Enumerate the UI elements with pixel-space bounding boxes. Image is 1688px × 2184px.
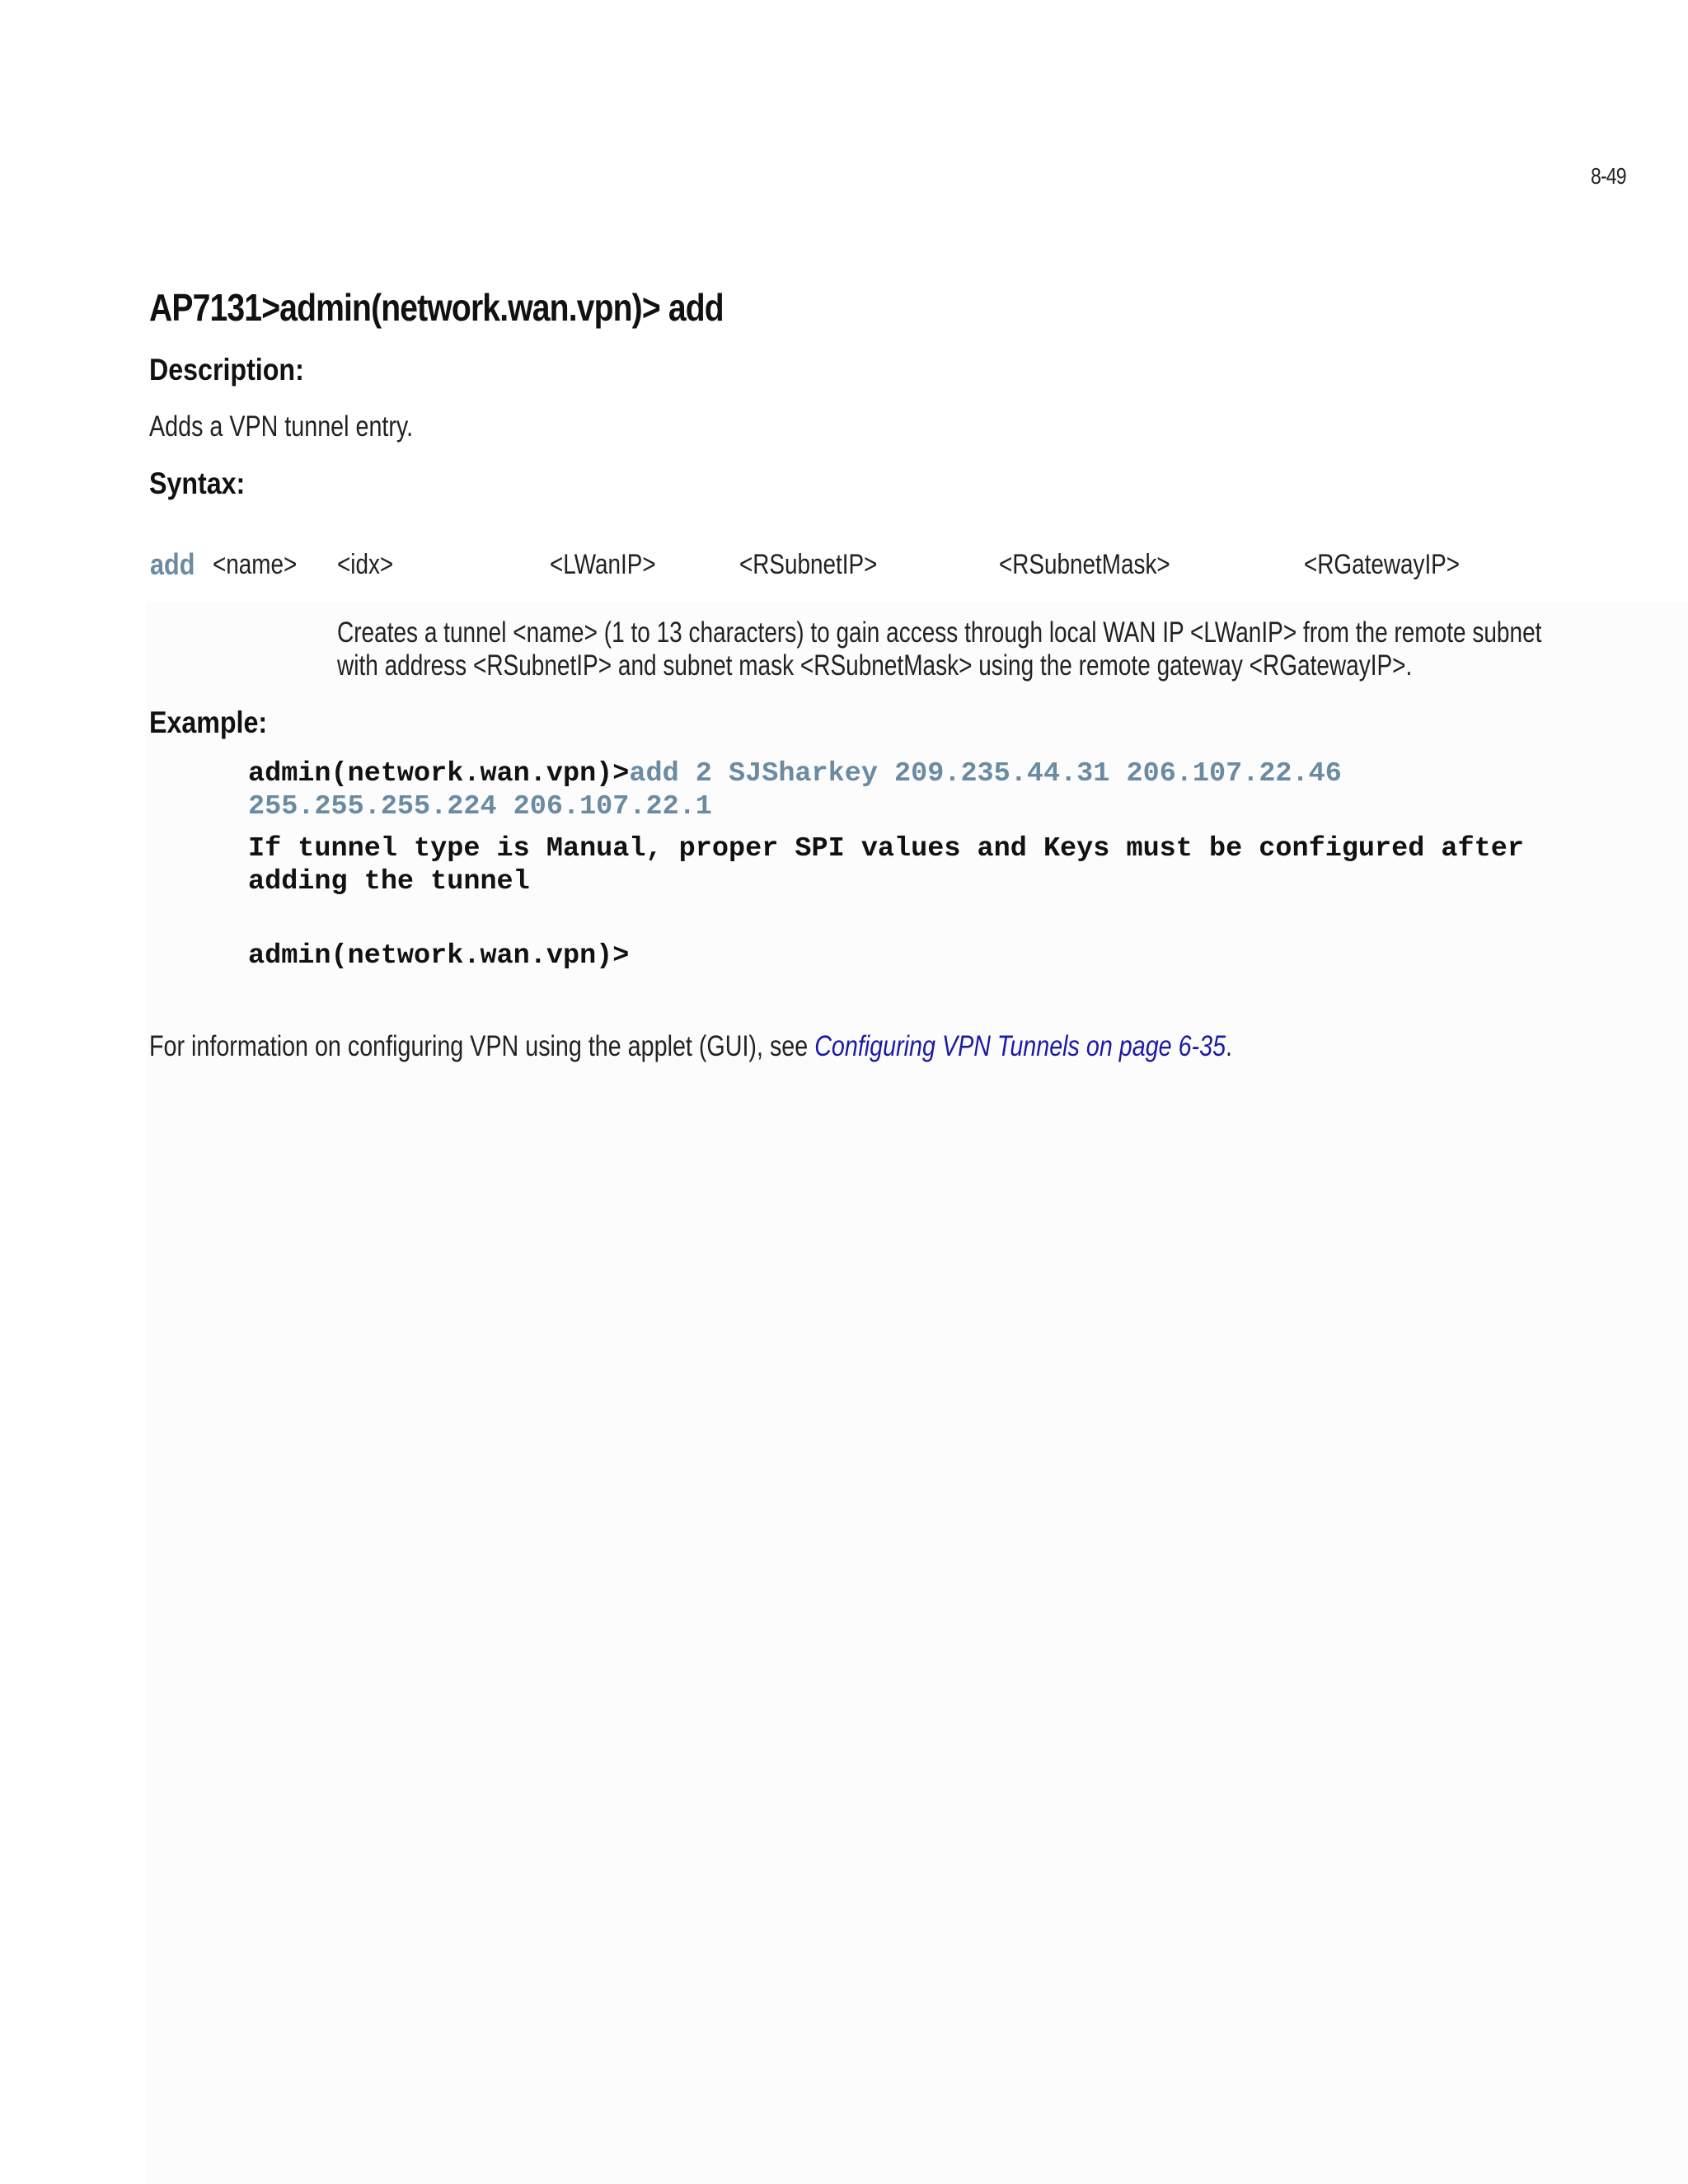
syntax-param-rsubnetmask: <RSubnetMask> [999,549,1170,580]
syntax-description-line: Creates a tunnel <name> (1 to 13 characters) to gain access through local WAN IP <LWanIP> from the remote subnet [337,616,1542,649]
footer-note-suffix: . [1226,1030,1233,1062]
example-heading: Example: [149,705,268,739]
example-final-prompt: admin(network.wan.vpn)> [248,940,630,972]
syntax-param-name: <name> [213,549,298,580]
syntax-param-idx: <idx> [337,549,394,580]
page-number: 8-49 [1591,163,1626,189]
footer-note-text: For information on configuring VPN using the applet (GUI), see [149,1030,815,1062]
syntax-description [337,616,1541,682]
example-prompt: admin(network.wan.vpn)> [248,758,630,790]
example-output-line: If tunnel type is Manual, proper SPI values and Keys must be configured after [248,833,1524,865]
description-text: Adds a VPN tunnel entry. [149,410,414,443]
example-command: add 2 SJSharkey 209.235.44.31 206.107.22.46 [629,758,1342,790]
syntax-description-line: with address <RSubnetIP> and subnet mask <RSubnetMask> using the remote gateway <RGatewayIP>. [337,649,1413,682]
configuring-vpn-tunnels-link[interactable]: Configuring VPN Tunnels on page 6-35 [814,1030,1226,1062]
description-heading: Description: [149,353,304,387]
syntax-param-lwanip: <LWanIP> [550,549,656,580]
syntax-param-rsubnetip: <RSubnetIP> [739,549,878,580]
command-title: AP7131>admin(network.wan.vpn)> add [149,286,724,329]
footer-note [149,1030,1232,1063]
example-output-line: adding the tunnel [248,866,530,898]
example-command-continuation: 255.255.255.224 206.107.22.1 [248,791,712,823]
syntax-heading: Syntax: [149,466,246,500]
syntax-param-rgatewayip: <RGatewayIP> [1304,549,1461,580]
example-command-line [248,758,1342,790]
syntax-command: add [150,547,195,581]
